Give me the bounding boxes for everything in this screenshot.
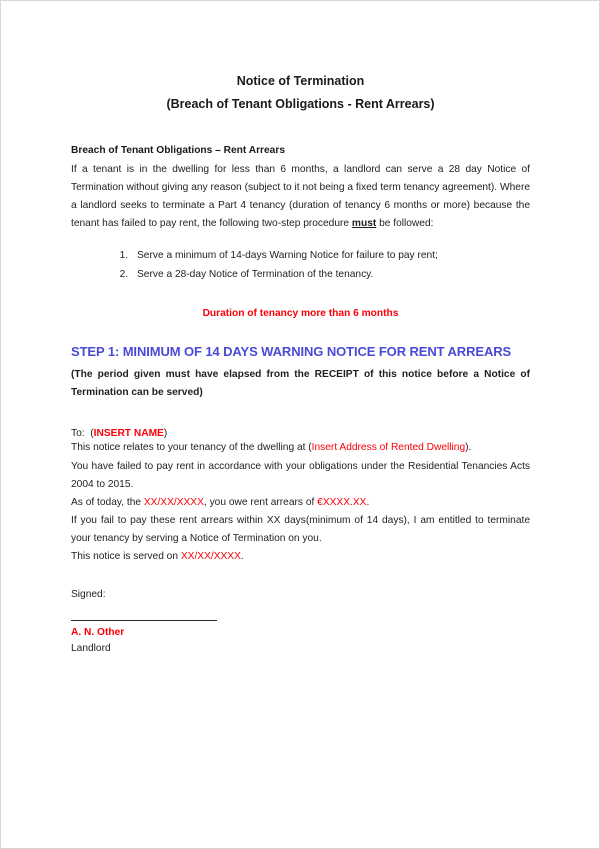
address-placeholder: Insert Address of Rented Dwelling — [311, 442, 466, 454]
signature-line — [71, 620, 217, 621]
intro-text-part-2: be followed: — [376, 218, 434, 230]
arrears-amount-placeholder: €XXXX.XX — [317, 496, 367, 508]
recipient-label: To: — [71, 428, 85, 440]
step-1-note: (The period given must have elapsed from the RECEIPT of this notice before a Notice of Termination can be served) — [71, 369, 530, 399]
list-item: 1. Serve a minimum of 14-days Warning Notice for failure to pay rent; — [131, 247, 530, 266]
arrears-paragraph — [71, 494, 530, 512]
recipient-line — [71, 428, 530, 439]
intro-emphasis-must: must — [351, 218, 377, 230]
step-1-heading: STEP 1: MINIMUM OF 14 DAYS WARNING NOTICE FOR RENT ARREARS — [71, 343, 512, 359]
recipient-name-placeholder: INSERT NAME — [93, 428, 164, 440]
tenancy-address-paragraph — [71, 439, 530, 457]
arrears-text-before: As of today, the — [71, 496, 144, 508]
arrears-text-middle: , you owe rent arrears of — [203, 496, 318, 508]
failure-to-pay-paragraph: You have failed to pay rent in accordance with your obligations under the Residential Tenancies Acts 2004 to 2015. — [71, 460, 530, 490]
recipient-close-paren: ) — [163, 428, 168, 440]
section-heading: Breach of Tenant Obligations – Rent Arrears — [71, 145, 285, 156]
arrears-text-end: . — [366, 496, 370, 508]
document-content — [71, 1, 530, 654]
termination-warning-paragraph: If you fail to pay these rent arrears within XX days(minimum of 14 days), I am entitled to terminate your tenancy by serving a Notice of Termination on you. — [71, 515, 530, 545]
duration-notice: Duration of tenancy more than 6 months — [202, 307, 399, 319]
tenancy-text-before: This notice relates to your tenancy of the dwelling at ( — [71, 442, 312, 454]
signature-name: A. N. Other — [71, 626, 125, 638]
intro-text-part-1: If a tenant is in the dwelling for less than 6 months, a landlord can serve a 28 day Notice of Termination without giving any reason (subject to it not being a fixed term tenancy agreement). Where a landlord seeks to terminate a Part 4 tenancy (duration of tenancy 6 months or more) because the tenant has failed to pay rent, the following two-step procedure — [71, 163, 530, 230]
document-title-line-2: (Breach of Tenant Obligations - Rent Arrears) — [166, 96, 435, 111]
intro-paragraph — [71, 161, 530, 234]
signed-label: Signed: — [71, 588, 106, 600]
document-title-line-1: Notice of Termination — [236, 74, 365, 88]
tenancy-text-after: ). — [465, 442, 472, 454]
list-item: 2. Serve a 28-day Notice of Termination of the tenancy. — [131, 266, 530, 285]
served-date-placeholder: XX/XX/XXXX — [180, 551, 241, 563]
served-text-end: . — [240, 551, 244, 563]
served-text-before: This notice is served on — [71, 551, 181, 563]
service-date-paragraph — [71, 548, 530, 566]
procedure-step-list — [71, 247, 530, 284]
recipient-open-paren: ( — [90, 428, 94, 440]
signature-role: Landlord — [71, 642, 111, 654]
arrears-date-placeholder: XX/XX/XXXX — [143, 496, 204, 508]
